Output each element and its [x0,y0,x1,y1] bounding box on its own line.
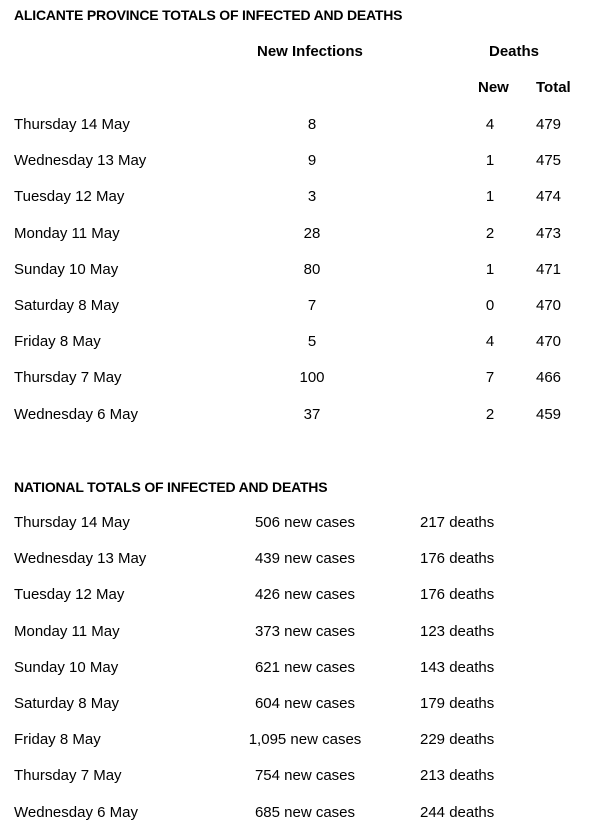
table-row [0,695,600,731]
row-new-infections: 8 [307,116,317,133]
row-deaths: 229 deaths [420,731,495,749]
table-row [0,804,600,840]
row-new-deaths: 1 [485,152,495,170]
row-deaths: 176 deaths [420,550,495,568]
table-row [0,369,600,405]
row-total-deaths: 466 [536,369,562,387]
row-new-cases: 439 new cases [254,550,356,568]
row-new-deaths: 7 [485,369,495,387]
row-deaths: 179 deaths [420,694,495,712]
col-header-total: Total [536,79,571,96]
row-date: Wednesday 13 May [14,550,147,568]
row-new-cases: 754 new cases [254,767,356,785]
row-date: Tuesday 12 May [14,188,125,206]
table-row [0,225,600,261]
row-new-deaths: 1 [485,260,495,278]
row-date: Saturday 8 May [14,296,120,314]
row-new-cases: 621 new cases [254,658,356,676]
row-new-cases: 685 new cases [254,803,356,821]
province-title: ALICANTE PROVINCE TOTALS OF INFECTED AND DEATHS [14,7,403,23]
row-new-infections: 100 [299,369,325,387]
row-total-deaths: 475 [536,152,562,170]
row-new-deaths: 4 [485,116,495,133]
row-new-cases: 506 new cases [254,514,356,531]
row-new-infections: 37 [303,405,321,423]
table-row [0,406,600,442]
row-date: Monday 11 May [14,622,120,640]
table-row [0,152,600,188]
row-date: Thursday 7 May [14,767,122,785]
col-header-new: New [478,79,509,96]
row-new-cases: 604 new cases [254,694,356,712]
row-total-deaths: 479 [536,116,562,133]
row-date: Saturday 8 May [14,694,120,712]
row-new-infections: 3 [307,188,317,206]
table-row [0,586,600,622]
row-new-infections: 80 [303,260,321,278]
province-table [0,116,600,442]
row-new-infections: 9 [307,152,317,170]
row-date: Friday 8 May [14,731,101,749]
row-date: Sunday 10 May [14,260,119,278]
row-date: Wednesday 13 May [14,152,147,170]
row-new-deaths: 4 [485,333,495,351]
table-row [0,116,600,152]
national-table [0,514,600,840]
table-row [0,188,600,224]
row-new-cases: 1,095 new cases [248,731,362,749]
row-deaths: 213 deaths [420,767,495,785]
row-new-deaths: 2 [485,224,495,242]
row-date: Thursday 14 May [14,514,130,531]
row-new-infections: 5 [307,333,317,351]
row-new-infections: 7 [307,296,317,314]
row-date: Monday 11 May [14,224,120,242]
row-new-cases: 426 new cases [254,586,356,604]
col-header-new-infections: New Infections [257,43,363,60]
row-new-cases: 373 new cases [254,622,356,640]
row-deaths: 244 deaths [420,803,495,821]
row-new-deaths: 1 [485,188,495,206]
row-total-deaths: 470 [536,333,562,351]
row-new-deaths: 2 [485,405,495,423]
table-row [0,297,600,333]
table-row [0,731,600,767]
table-row [0,623,600,659]
row-date: Wednesday 6 May [14,803,138,821]
row-total-deaths: 470 [536,296,562,314]
table-row [0,333,600,369]
national-title: NATIONAL TOTALS OF INFECTED AND DEATHS [14,479,328,495]
col-header-deaths: Deaths [489,43,540,60]
row-deaths: 143 deaths [420,658,495,676]
row-total-deaths: 473 [536,224,562,242]
table-row [0,550,600,586]
row-date: Thursday 14 May [14,116,130,133]
row-deaths: 123 deaths [420,622,495,640]
row-total-deaths: 459 [536,405,562,423]
row-date: Tuesday 12 May [14,586,125,604]
row-total-deaths: 471 [536,260,562,278]
row-deaths: 217 deaths [420,514,495,531]
table-row [0,514,600,550]
row-date: Friday 8 May [14,333,101,351]
row-total-deaths: 474 [536,188,562,206]
row-date: Wednesday 6 May [14,405,138,423]
table-row [0,767,600,803]
table-row [0,659,600,695]
row-new-deaths: 0 [485,296,495,314]
row-date: Sunday 10 May [14,658,119,676]
row-deaths: 176 deaths [420,586,495,604]
row-date: Thursday 7 May [14,369,122,387]
table-row [0,261,600,297]
row-new-infections: 28 [303,224,321,242]
